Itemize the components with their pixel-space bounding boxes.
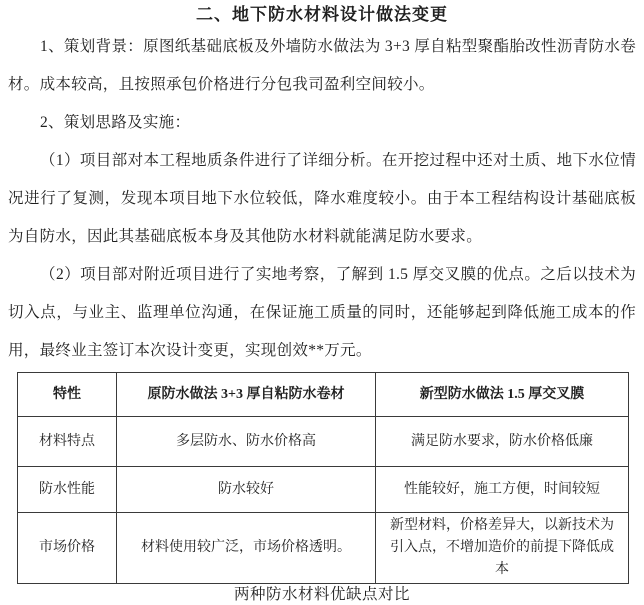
document-title: 二、地下防水材料设计做法变更 <box>196 5 448 24</box>
table-header-feature: 特性 <box>18 373 117 417</box>
table-header-original-method: 原防水做法 3+3 厚自粘防水卷材 <box>117 373 376 417</box>
paragraph-planning-background: 1、策划背景：原图纸基础底板及外墙防水做法为 3+3 厚自粘型聚酯胎改性沥青防水卷材。成本较高，且按照承包价格进行分包我司盈利空间较小。 <box>8 38 636 93</box>
table-cell-new-value: 新型材料，价格差异大，以新技术为引入点，不增加造价的前提下降低成本 <box>376 513 629 584</box>
table-row-material-features <box>18 417 629 467</box>
paragraph-analysis-item-1: （1）项目部对本工程地质条件进行了详细分析。在开挖过程中还对土质、地下水位情况进行了复测，发现本项目地下水位较低，降水难度较小。由于本工程结构设计基础底板为自防水，因此其基础底板本身及其他防水材料就能满足防水要求。 <box>8 152 636 245</box>
table-cell-original-value: 防水较好 <box>117 467 376 513</box>
table-cell-new-value: 性能较好，施工方便，时间较短 <box>376 467 629 513</box>
table-cell-row-label: 市场价格 <box>18 513 117 584</box>
table-row-waterproof-performance <box>18 467 629 513</box>
comparison-table <box>17 372 629 584</box>
paragraph-analysis-item-2: （2）项目部对附近项目进行了实地考察，了解到 1.5 厚交叉膜的优点。之后以技术为切入点，与业主、监理单位沟通，在保证施工质量的同时，还能够起到降低施工成本的作用，最终业主签订本次设计变更，实现创效**万元。 <box>8 266 636 359</box>
table-cell-row-label: 材料特点 <box>18 417 117 467</box>
table-caption: 两种防水材料优缺点对比 <box>233 586 410 603</box>
table-header-new-method: 新型防水做法 1.5 厚交叉膜 <box>376 373 629 417</box>
table-cell-original-value: 材料使用较广泛，市场价格透明。 <box>117 513 376 584</box>
table-cell-new-value: 满足防水要求，防水价格低廉 <box>376 417 629 467</box>
paragraph-planning-approach-heading: 2、策划思路及实施： <box>40 114 191 131</box>
table-header-row <box>18 373 629 417</box>
table-cell-row-label: 防水性能 <box>18 467 117 513</box>
table-row-market-price <box>18 513 629 584</box>
table-cell-original-value: 多层防水、防水价格高 <box>117 417 376 467</box>
